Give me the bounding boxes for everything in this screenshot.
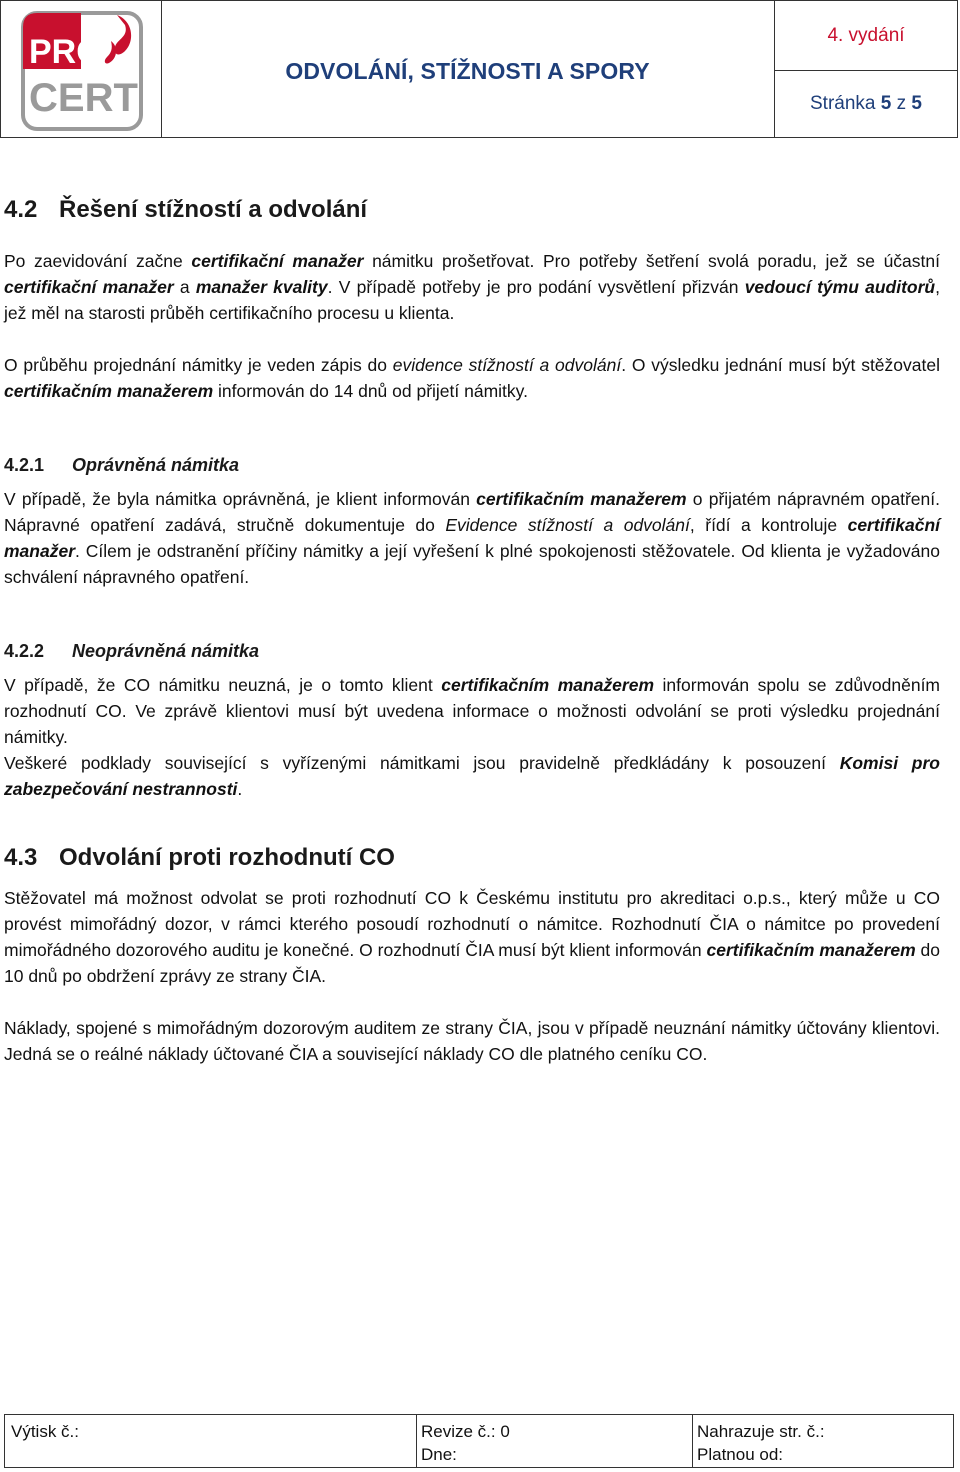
emphasis-text: certifikační manažer [4,515,940,561]
emphasis-text: evidence stížností a odvolání [392,355,622,375]
heading-num: 4.3 [4,844,38,871]
page-sep: z [896,92,907,114]
text-run: . Cílem je odstranění příčiny námitky a její vyřešení k plné spokojenosti stěžovatele. Od klienta je vyžadováno schválení nápravného opatření. [4,541,940,587]
text-run: . O výsledku jednání musí být stěžovatel [621,355,940,375]
heading-num: 4.2.1 [4,455,45,475]
heading-text: Oprávněná námitka [72,455,240,475]
revision-date: Dne: [421,1445,457,1464]
text-run: o přijatém nápravném opatření. Nápravné opatření zadává, stručně dokumentuje do [4,489,940,535]
text-run: O průběhu projednání námitky je veden zápis do [4,355,393,375]
procert-logo [21,11,143,131]
text-run: informován spolu se zdůvodněním rozhodnutí CO. Ve zprávě klientovi musí být uvedena informace o možnosti odvolání se proti výsledku projednání námitky. [4,675,941,747]
revision-number: Revize č.: 0 [421,1422,510,1441]
logo-cell [1,1,162,137]
page-total: 5 [911,92,922,114]
text-run: Po zaevidování začne [4,251,192,271]
page-label: Stránka [810,92,876,114]
footer-replaces [693,1415,953,1467]
document-title: ODVOLÁNÍ, STÍŽNOSTI A SPORY [285,58,650,84]
text-run: Veškeré podklady související s vyřízenými námitkami jsou pravidelně předkládány k posouzení [4,753,840,773]
text-run: do 10 dnů po obdržení zprávy ze strany ČIA. [4,940,940,986]
valid-from: Platnou od: [697,1445,784,1464]
text-run: . V případě potřeby je pro podání vysvětlení přizván [327,277,745,297]
paragraph [4,352,940,404]
heading-4-3 [4,844,395,872]
emphasis-text: manažer kvality [195,277,328,297]
heading-num: 4.2 [4,196,38,223]
text-run: , jež měl na starosti průběh certifikačního procesu u klienta. [4,277,940,323]
paragraph [4,248,940,326]
heading-text: Odvolání proti rozhodnutí CO [59,844,395,871]
text-run: námitku prošetřovat. Pro potřeby šetření svolá poradu, jež se účastní [363,251,940,271]
page-indicator [775,70,957,137]
emphasis-text: certifikační manažer [4,277,174,297]
heading-4-2 [4,196,367,224]
text-run: informován do 14 dnů od přijetí námitky. [213,381,528,401]
logo-text-pro: PRO [29,33,103,71]
text-run: . [237,779,243,799]
footer-revision [417,1415,693,1467]
emphasis-text: certifikační manažer [191,251,364,271]
replaces-page: Nahrazuje str. č.: [697,1422,825,1441]
paragraph [4,1015,940,1067]
heading-text: Neoprávněná námitka [72,641,260,661]
title-cell [161,1,775,137]
text-run: V případě, že byla námitka oprávněná, je klient informován [4,489,477,509]
document-footer [4,1414,954,1468]
emphasis-text: Evidence stížností a odvolání [445,515,690,535]
paragraph [4,486,940,590]
document-header [0,0,958,138]
heading-4-2-1 [4,455,940,476]
edition: 4. vydání [775,1,957,71]
footer-copy-number: Výtisk č.: [5,1415,417,1467]
emphasis-text: certifikačním manažerem [441,675,655,695]
emphasis-text: vedoucí týmu auditorů [744,277,936,297]
emphasis-text: certifikačním manažerem [476,489,687,509]
emphasis-text: certifikačním manažerem [4,381,214,401]
heading-text: Řešení stížností a odvolání [59,196,368,223]
heading-4-2-2 [4,641,940,662]
heading-num: 4.2.2 [4,641,45,661]
page-current: 5 [880,92,892,114]
logo-text-cert: CERT [29,76,138,120]
text-run: Náklady, spojené s mimořádným dozorovým auditem ze strany ČIA, jsou v případě neuznání námitky účtovány klientovi. Jedná se o reálné náklady účtované ČIA a související náklady CO dle platného ceníku CO. [4,1018,940,1064]
paragraph [4,672,940,750]
emphasis-text: certifikačním manažerem [706,940,916,960]
text-run: Stěžovatel má možnost odvolat se proti rozhodnutí CO k Českému institutu pro akreditaci o.p.s., který může u CO provést mimořádný dozor, v rámci kterého posoudí rozhodnutí o námitce. Rozhodnutí ČIA o námitce po provedení mimořádného dozorového auditu je konečné. O rozhodnutí ČIA musí být klient informován [4,888,940,960]
text-run: , řídí a kontroluje [689,515,848,535]
paragraph [4,885,940,989]
text-run: V případě, že CO námitku neuzná, je o tomto klient [4,675,442,695]
paragraph [4,750,940,802]
emphasis-text: Komisi pro zabezpečování nestrannosti [4,753,940,799]
text-run: a [173,277,196,297]
